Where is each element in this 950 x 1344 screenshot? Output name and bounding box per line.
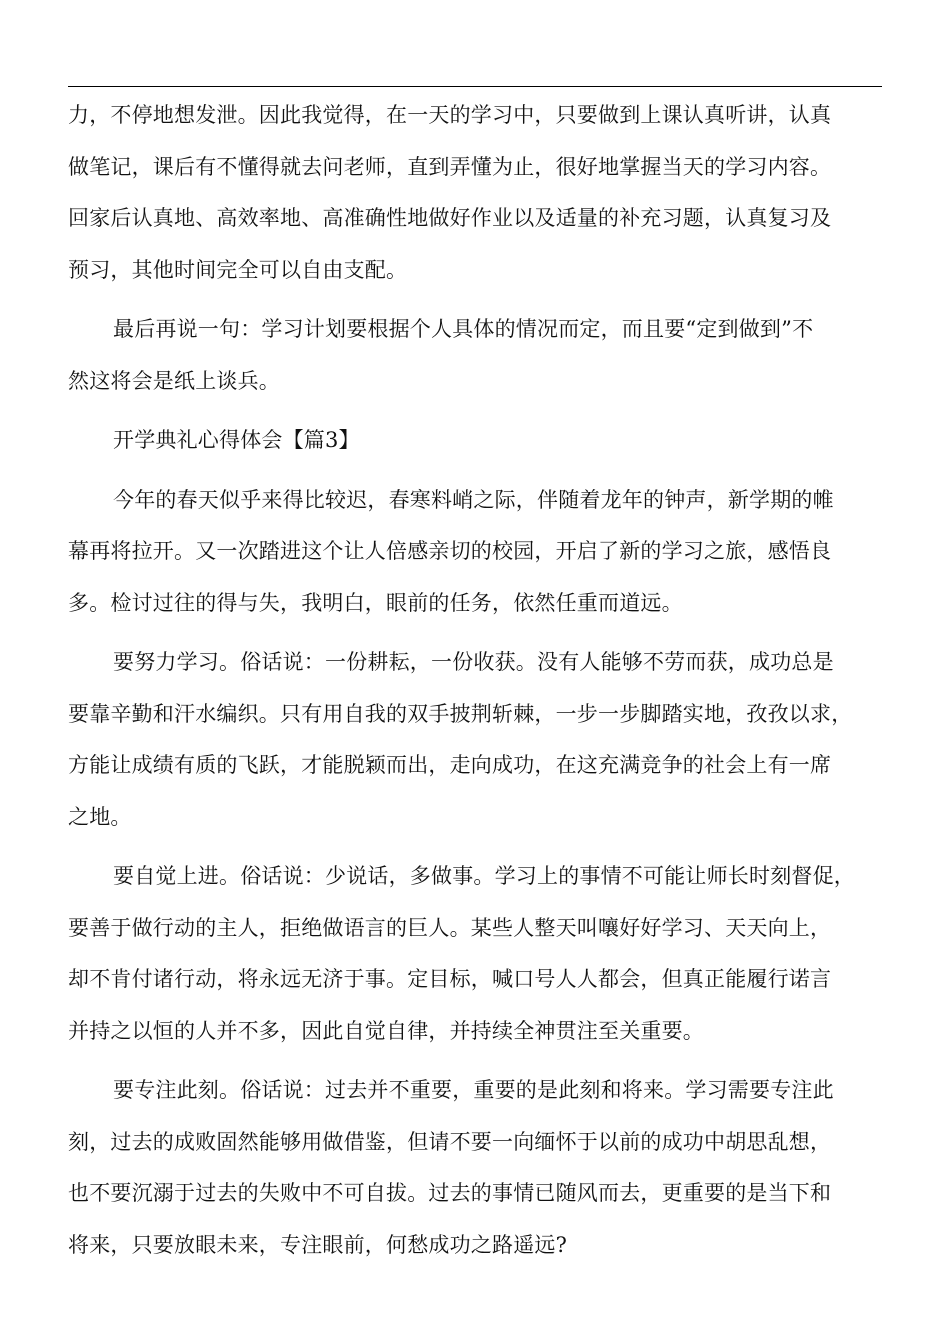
section-heading-text: 开学典礼心得体会【篇3】 bbox=[113, 428, 360, 452]
text-line: 多。检讨过往的得与失，我明白，眼前的任务，依然任重而道远。 bbox=[68, 590, 683, 615]
paragraph-conclusion bbox=[68, 304, 882, 407]
header-rule bbox=[68, 86, 882, 87]
text-line: 并持之以恒的人并不多，因此自觉自律，并持续全神贯注至关重要。 bbox=[68, 1018, 704, 1043]
text-line: 将来，只要放眼未来，专注眼前，何愁成功之路遥远? bbox=[68, 1232, 568, 1257]
text-line: 今年的春天似乎来得比较迟，春寒料峭之际，伴随着龙年的钟声，新学期的帷 bbox=[113, 487, 834, 512]
paragraph-intro bbox=[68, 475, 882, 630]
text-line: 刻，过去的成败固然能够用做借鉴，但请不要一向缅怀于以前的成功中胡思乱想， bbox=[68, 1129, 832, 1154]
document-body bbox=[68, 90, 882, 1271]
text-line: 要靠辛勤和汗水编织。只有用自我的双手披荆斩棘，一步一步脚踏实地，孜孜以求， bbox=[68, 701, 853, 726]
text-line: 要自觉上进。俗话说：少说话，多做事。学习上的事情不可能让师长时刻督促， bbox=[113, 864, 855, 888]
text-line: 预习，其他时间完全可以自由支配。 bbox=[68, 257, 408, 282]
paragraph-study-hard bbox=[68, 637, 882, 843]
text-line: 然这将会是纸上谈兵。 bbox=[68, 368, 280, 393]
paragraph-self-motivation bbox=[68, 851, 882, 1057]
text-line: 做笔记，课后有不懂得就去问老师，直到弄懂为止，很好地掌握当天的学习内容。 bbox=[68, 154, 832, 179]
text-line: 要努力学习。俗话说：一份耕耘，一份收获。没有人能够不劳而获，成功总是 bbox=[113, 650, 834, 674]
text-line: 也不要沉溺于过去的失败中不可自拔。过去的事情已随风而去，更重要的是当下和 bbox=[68, 1181, 832, 1205]
text-line: 最后再说一句：学习计划要根据个人具体的情况而定，而且要“定到做到”不 bbox=[113, 317, 814, 341]
text-line: 却不肯付诸行动，将永远无济于事。定目标，喊口号人人都会，但真正能履行诺言 bbox=[68, 967, 832, 991]
text-line: 回家后认真地、高效率地、高准确性地做好作业以及适量的补充习题，认真复习及 bbox=[68, 206, 832, 230]
text-line: 之地。 bbox=[68, 804, 132, 829]
text-line: 要善于做行动的主人，拒绝做语言的巨人。某些人整天叫嚷好好学习、天天向上， bbox=[68, 915, 832, 940]
text-line: 要专注此刻。俗话说：过去并不重要，重要的是此刻和将来。学习需要专注此 bbox=[113, 1078, 834, 1102]
text-line: 幕再将拉开。又一次踏进这个让人倍感亲切的校园，开启了新的学习之旅，感悟良 bbox=[68, 539, 832, 563]
text-line: 力，不停地想发泄。因此我觉得，在一天的学习中，只要做到上课认真听讲，认真 bbox=[68, 103, 832, 127]
paragraph-continuation bbox=[68, 90, 882, 296]
text-line: 方能让成绩有质的飞跃，才能脱颖而出，走向成功，在这充满竞争的社会上有一席 bbox=[68, 753, 832, 777]
section-heading bbox=[68, 415, 882, 467]
paragraph-focus-present bbox=[68, 1065, 882, 1271]
